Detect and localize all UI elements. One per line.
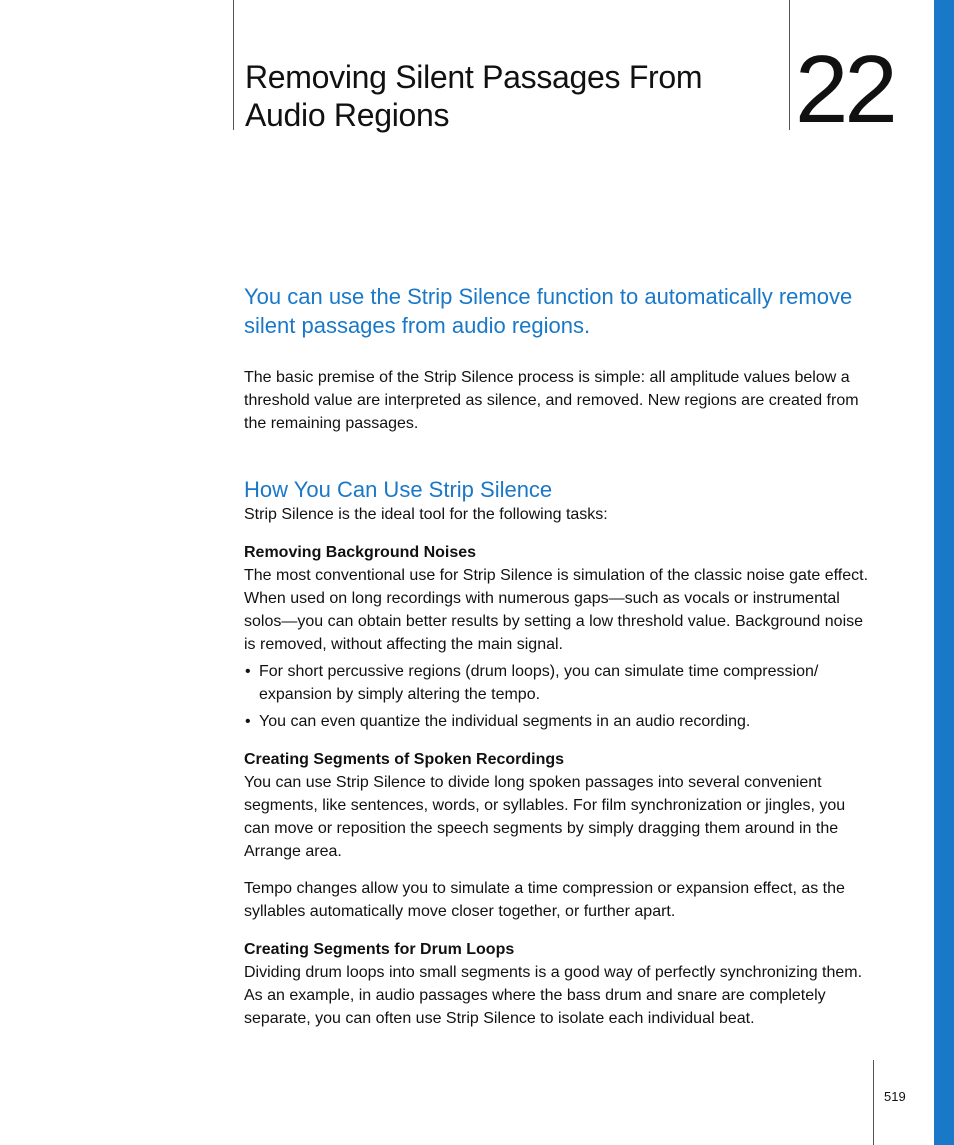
paragraph: Tempo changes allow you to simulate a time compression or expansion effect, as the syllables automatically move closer together, or further apart. xyxy=(244,880,845,920)
paragraph: Dividing drum loops into small segments is a good way of perfectly synchronizing them. As an example, in audio passages where the bass drum and snare are completely separate, you can often use Strip Silence to isolate each individual beat. xyxy=(244,964,863,1027)
chapter-tab-strip xyxy=(934,0,954,1145)
subsection-heading-spoken-recordings: Creating Segments of Spoken Recordings xyxy=(244,751,565,768)
list-item-text: You can even quantize the individual segments in an audio recording. xyxy=(259,713,751,730)
subsection-heading-drum-loops: Creating Segments for Drum Loops xyxy=(244,941,515,958)
subsection-heading-background-noises: Removing Background Noises xyxy=(244,544,477,561)
bullet-list xyxy=(244,660,874,733)
page-number-rule xyxy=(873,1060,874,1145)
bullet-icon: • xyxy=(245,663,251,680)
list-item xyxy=(244,710,874,733)
bullet-icon: • xyxy=(245,713,251,730)
section-heading: How You Can Use Strip Silence xyxy=(244,477,553,502)
title-left-rule xyxy=(233,0,234,130)
page-content xyxy=(244,282,874,1030)
page-number: 519 xyxy=(884,1089,906,1104)
chapter-number: 22 xyxy=(795,36,894,143)
chapter-title: Removing Silent Passages From Audio Regions xyxy=(245,59,703,133)
list-item xyxy=(244,660,874,706)
title-right-rule xyxy=(789,0,790,130)
premise-paragraph: The basic premise of the Strip Silence process is simple: all amplitude values below a threshold value are interpreted as silence, and removed. New regions are created from the remaining passages. xyxy=(244,369,859,432)
paragraph: You can use Strip Silence to divide long spoken passages into several convenient segments, like sentences, words, or syllables. For film synchronization or jingles, you can move or reposition the speech segments by simply dragging them around in the Arrange area. xyxy=(244,774,846,860)
section-lead: Strip Silence is the ideal tool for the following tasks: xyxy=(244,506,608,523)
chapter-intro: You can use the Strip Silence function to automatically remove silent passages from audio regions. xyxy=(244,284,853,338)
list-item-text: For short percussive regions (drum loops), you can simulate time compression/ expansion by simply altering the tempo. xyxy=(259,663,819,703)
paragraph: The most conventional use for Strip Silence is simulation of the classic noise gate effect. When used on long recordings with numerous gaps—such as vocals or instrumental solos—you can obtain better results by setting a low threshold value. Background noise is removed, without affecting the main signal. xyxy=(244,567,869,653)
